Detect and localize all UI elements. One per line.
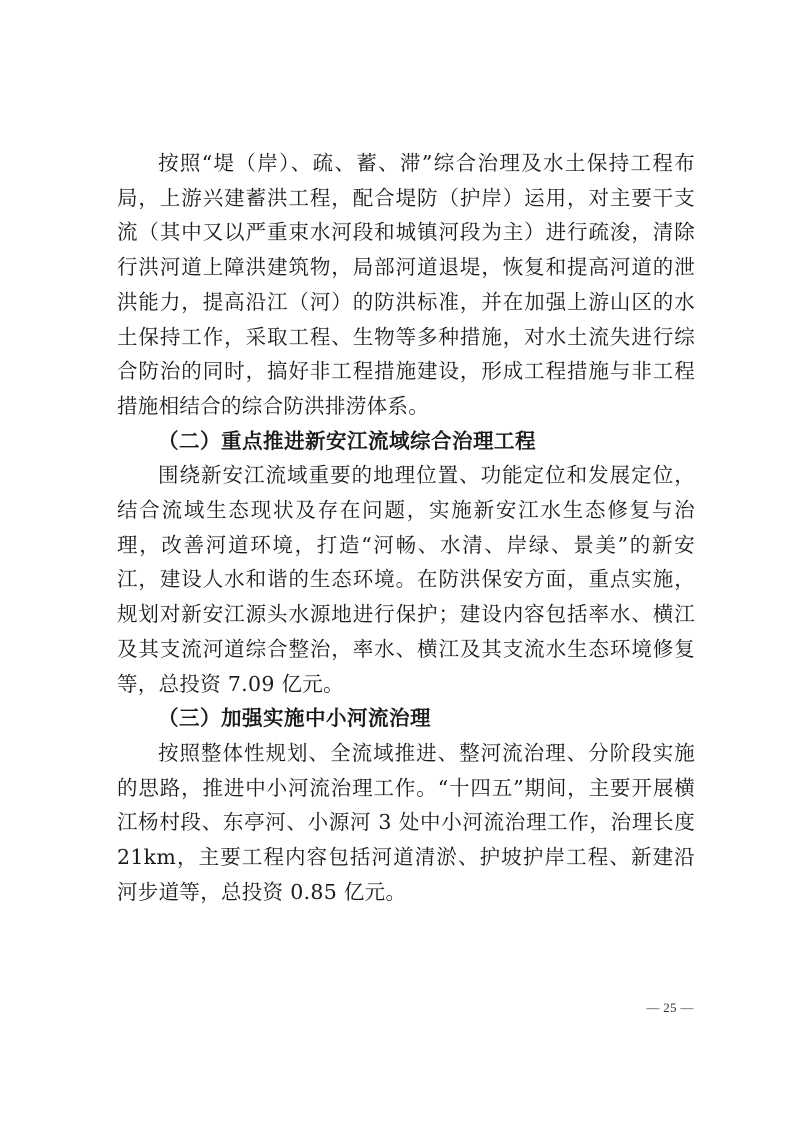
document-body bbox=[117, 146, 695, 909]
page-number: — 25 — bbox=[646, 1000, 694, 1015]
section-heading-small-rivers: （三）加强实施中小河流治理 bbox=[158, 706, 431, 731]
paragraph-small-rivers-governance: 按照整体性规划、全流域推进、整河流治理、分阶段实施的思路，推进中小河流治理工作。“十四五”期间，主要开展横江杨村段、东亭河、小源河 3 处中小河流治理工作，治理长度 21km，主要工程内容包括河道清淤、护坡护岸工程、新建沿河步道等，总投资 0.85 亿元。 bbox=[117, 740, 695, 904]
section-heading-xinanjiang: （二）重点推进新安江流域综合治理工程 bbox=[158, 428, 536, 453]
paragraph-flood-control-layout: 按照“堤（岸）、疏、蓄、滞”综合治理及水土保持工程布局，上游兴建蓄洪工程，配合堤防（护岸）运用，对主要干支流（其中又以严重束水河段和城镇河段为主）进行疏浚，清除行洪河道上障洪建筑物，局部河道退堤，恢复和提高河道的泄洪能力，提高沿江（河）的防洪标准，并在加强上游山区的水土保持工作，采取工程、生物等多种措施，对水土流失进行综合防治的同时，搞好非工程措施建设，形成工程措施与非工程措施相结合的综合防洪排涝体系。 bbox=[117, 151, 695, 418]
paragraph-xinanjiang-governance: 围绕新安江流域重要的地理位置、功能定位和发展定位，结合流域生态现状及存在问题，实施新安江水生态修复与治理，改善河道环境，打造“河畅、水清、岸绿、景美”的新安江，建设人水和谐的生态环境。在防洪保安方面，重点实施，规划对新安江源头水源地进行保护；建设内容包括率水、横江及其支流河道综合整治，率水、横江及其支流水生态环境修复等，总投资 7.09 亿元。 bbox=[117, 463, 695, 696]
